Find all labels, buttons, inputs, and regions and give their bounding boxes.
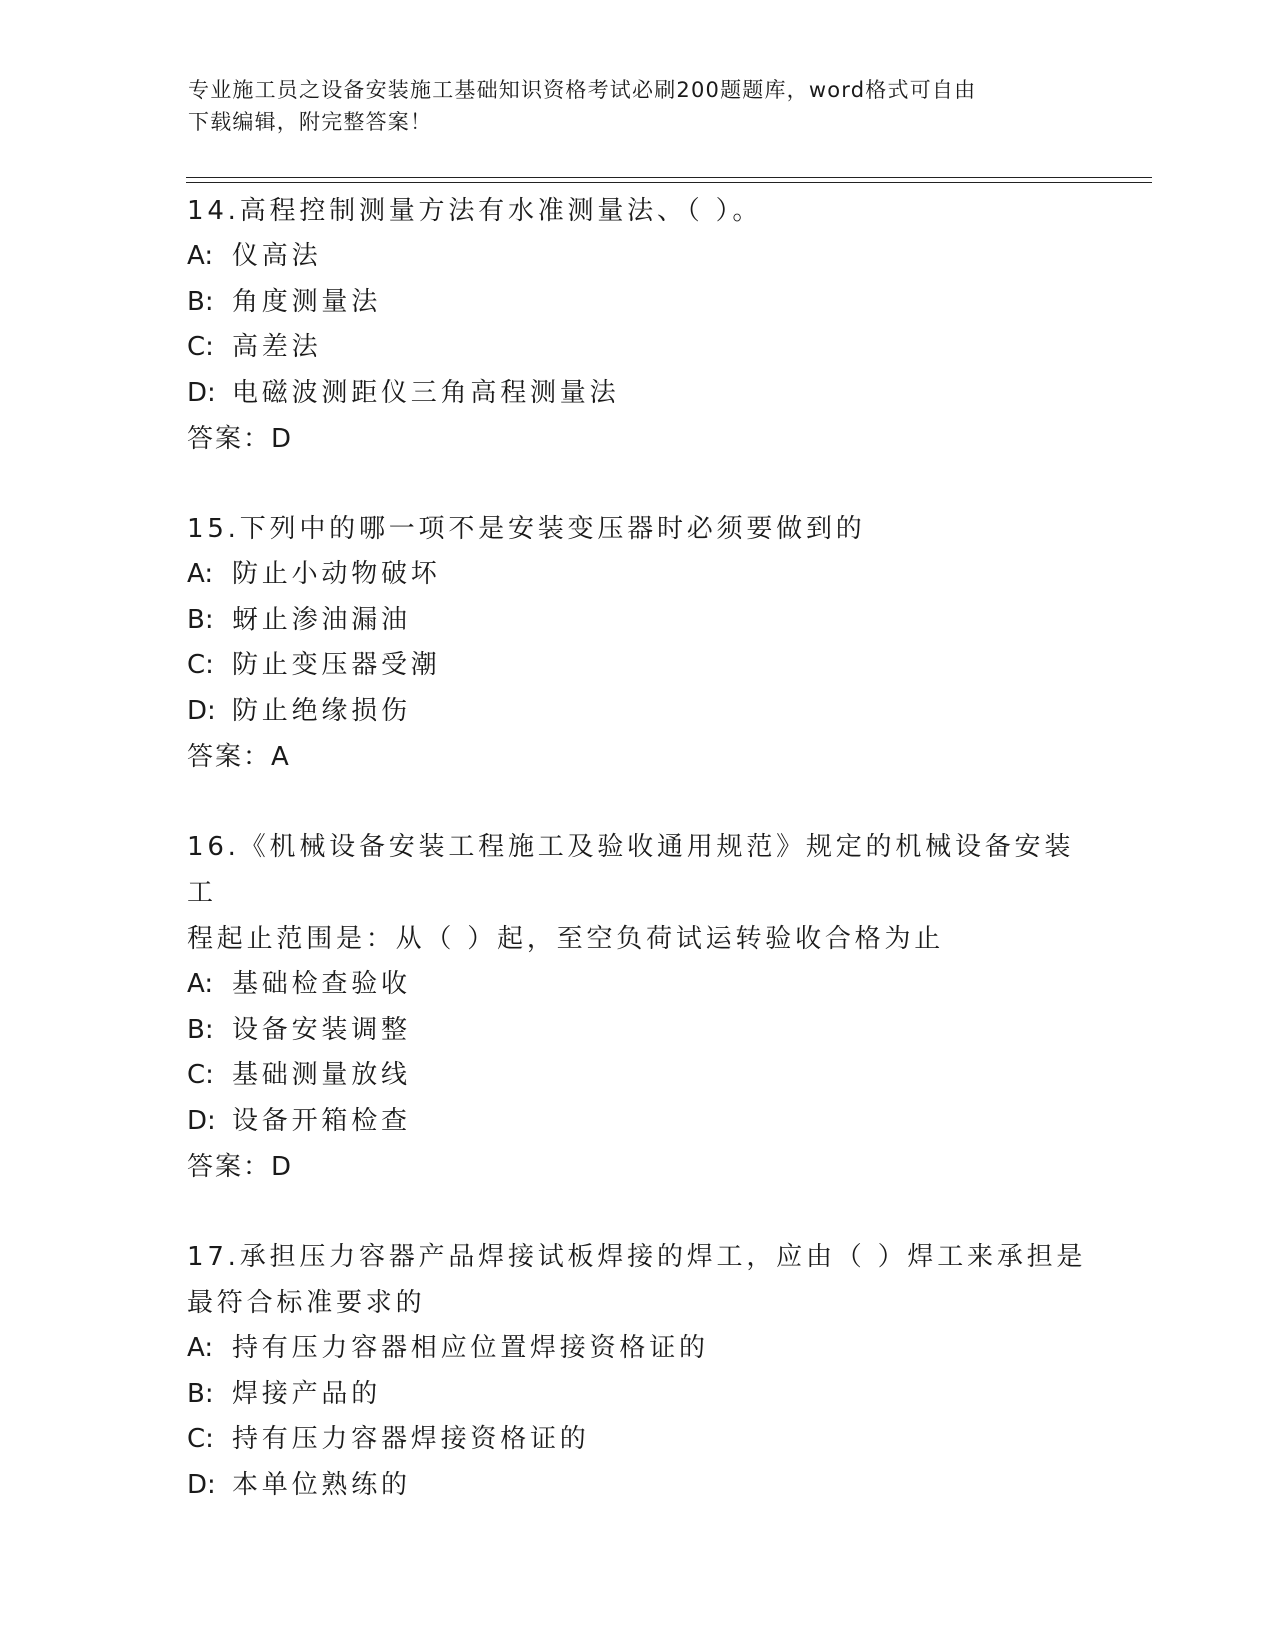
option-d [187, 689, 1087, 735]
option-a [187, 552, 1087, 598]
question-stem-continued: 程起止范围是：从（ ）起，至空负荷试运转验收合格为止 [187, 924, 945, 954]
question-16 [187, 824, 1087, 1190]
header-rule-bottom [186, 182, 1152, 183]
option-a [187, 962, 1087, 1008]
option-text: 基础检查验收 [232, 969, 411, 999]
option-c [187, 1417, 1087, 1463]
option-text: 防止小动物破坏 [232, 559, 441, 589]
option-letter: A: [187, 241, 214, 271]
option-letter: C: [187, 650, 214, 680]
option-c [187, 643, 1087, 689]
option-letter: A: [187, 969, 214, 999]
option-letter: D: [187, 695, 216, 726]
option-letter: A: [187, 559, 214, 589]
option-letter: D: [187, 377, 216, 408]
option-d [187, 1099, 1087, 1145]
option-c [187, 325, 1087, 371]
option-text: 持有压力容器焊接资格证的 [232, 1424, 590, 1454]
option-letter: B: [187, 286, 214, 317]
option-letter: B: [187, 1378, 214, 1409]
option-text: 基础测量放线 [232, 1060, 411, 1090]
option-a [187, 234, 1087, 280]
option-text: 高差法 [232, 332, 322, 362]
question-stem: 16.《机械设备安装工程施工及验收通用规范》规定的机械设备安装工 [187, 832, 1075, 908]
option-b [187, 1008, 1087, 1054]
answer: 答案：D [187, 1152, 294, 1182]
option-letter: A: [187, 1333, 214, 1363]
option-c [187, 1053, 1087, 1099]
option-text: 设备开箱检查 [232, 1105, 411, 1136]
option-text: 电磁波测距仪三角高程测量法 [232, 377, 620, 408]
option-d [187, 1463, 1087, 1509]
option-text: 焊接产品的 [232, 1378, 382, 1409]
option-letter: D: [187, 1105, 216, 1136]
answer: 答案：A [187, 742, 291, 772]
question-14 [187, 188, 1087, 462]
answer: 答案：D [187, 424, 294, 454]
question-list [187, 188, 1087, 1508]
header-line-2: 下载编辑，附完整答案！ [188, 110, 433, 134]
option-letter: C: [187, 332, 214, 362]
option-text: 角度测量法 [232, 286, 382, 317]
question-stem-continued: 最符合标准要求的 [187, 1288, 426, 1318]
option-letter: B: [187, 604, 214, 635]
option-text: 持有压力容器相应位置焊接资格证的 [232, 1333, 709, 1363]
option-text: 蚜止渗油漏油 [232, 604, 411, 635]
option-letter: C: [187, 1424, 214, 1454]
option-letter: D: [187, 1469, 216, 1500]
option-text: 本单位熟练的 [232, 1469, 411, 1500]
option-b [187, 280, 1087, 326]
option-text: 防止变压器受潮 [232, 650, 441, 680]
option-b [187, 598, 1087, 644]
question-stem: 17.承担压力容器产品焊接试板焊接的焊工，应由（ ）焊工来承担是 [187, 1242, 1087, 1272]
document-header [188, 74, 1088, 138]
question-stem: 15.下列中的哪一项不是安装变压器时必须要做到的 [187, 514, 866, 544]
option-text: 仪高法 [232, 241, 322, 271]
option-a [187, 1326, 1087, 1372]
header-line-1: 专业施工员之设备安装施工基础知识资格考试必刷200题题库，word格式可自由 [188, 78, 977, 102]
option-text: 设备安装调整 [232, 1014, 411, 1045]
question-17 [187, 1234, 1087, 1508]
option-text: 防止绝缘损伤 [232, 695, 411, 726]
question-stem: 14.高程控制测量方法有水准测量法、（ ）。 [187, 196, 763, 226]
option-letter: B: [187, 1014, 214, 1045]
header-rule-top [186, 177, 1152, 178]
option-d [187, 371, 1087, 417]
option-letter: C: [187, 1060, 214, 1090]
question-15 [187, 506, 1087, 780]
option-b [187, 1372, 1087, 1418]
